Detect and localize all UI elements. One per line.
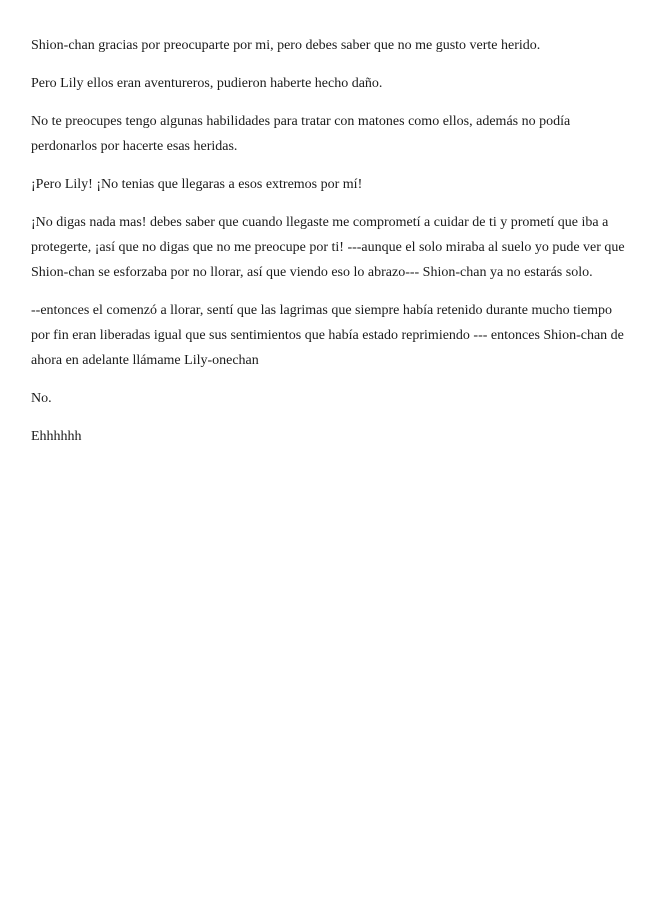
paragraph-7: No. [31,391,52,406]
document-body [31,33,631,462]
paragraph-8: Ehhhhhh [31,429,82,444]
paragraph-3: No te preocupes tengo algunas habilidades para tratar con matones como ellos, además no podía perdonarlos por hacerte esas heridas. [31,114,571,154]
paragraph-6: --entonces el comenzó a llorar, sentí que las lagrimas que siempre había retenido durante mucho tiempo por fin eran liberadas igual que sus sentimientos que había estado reprimiendo --- entonces Shion-chan de ahora en adelante llámame Lily-onechan [31,303,624,368]
paragraph-2: Pero Lily ellos eran aventureros, pudieron haberte hecho daño. [31,76,383,91]
paragraph-4: ¡Pero Lily! ¡No tenias que llegaras a esos extremos por mí! [31,177,363,192]
paragraph-5: ¡No digas nada mas! debes saber que cuando llegaste me comprometí a cuidar de ti y prometí que iba a protegerte, ¡así que no digas que no me preocupe por ti! ---aunque el solo miraba al suelo yo pude ver que Shion-chan se esforzaba por no llorar, así que viendo eso lo abrazo--- Shion-chan ya no estarás solo. [31,215,625,280]
paragraph-1: Shion-chan gracias por preocuparte por mi, pero debes saber que no me gusto verte herido. [31,38,541,53]
